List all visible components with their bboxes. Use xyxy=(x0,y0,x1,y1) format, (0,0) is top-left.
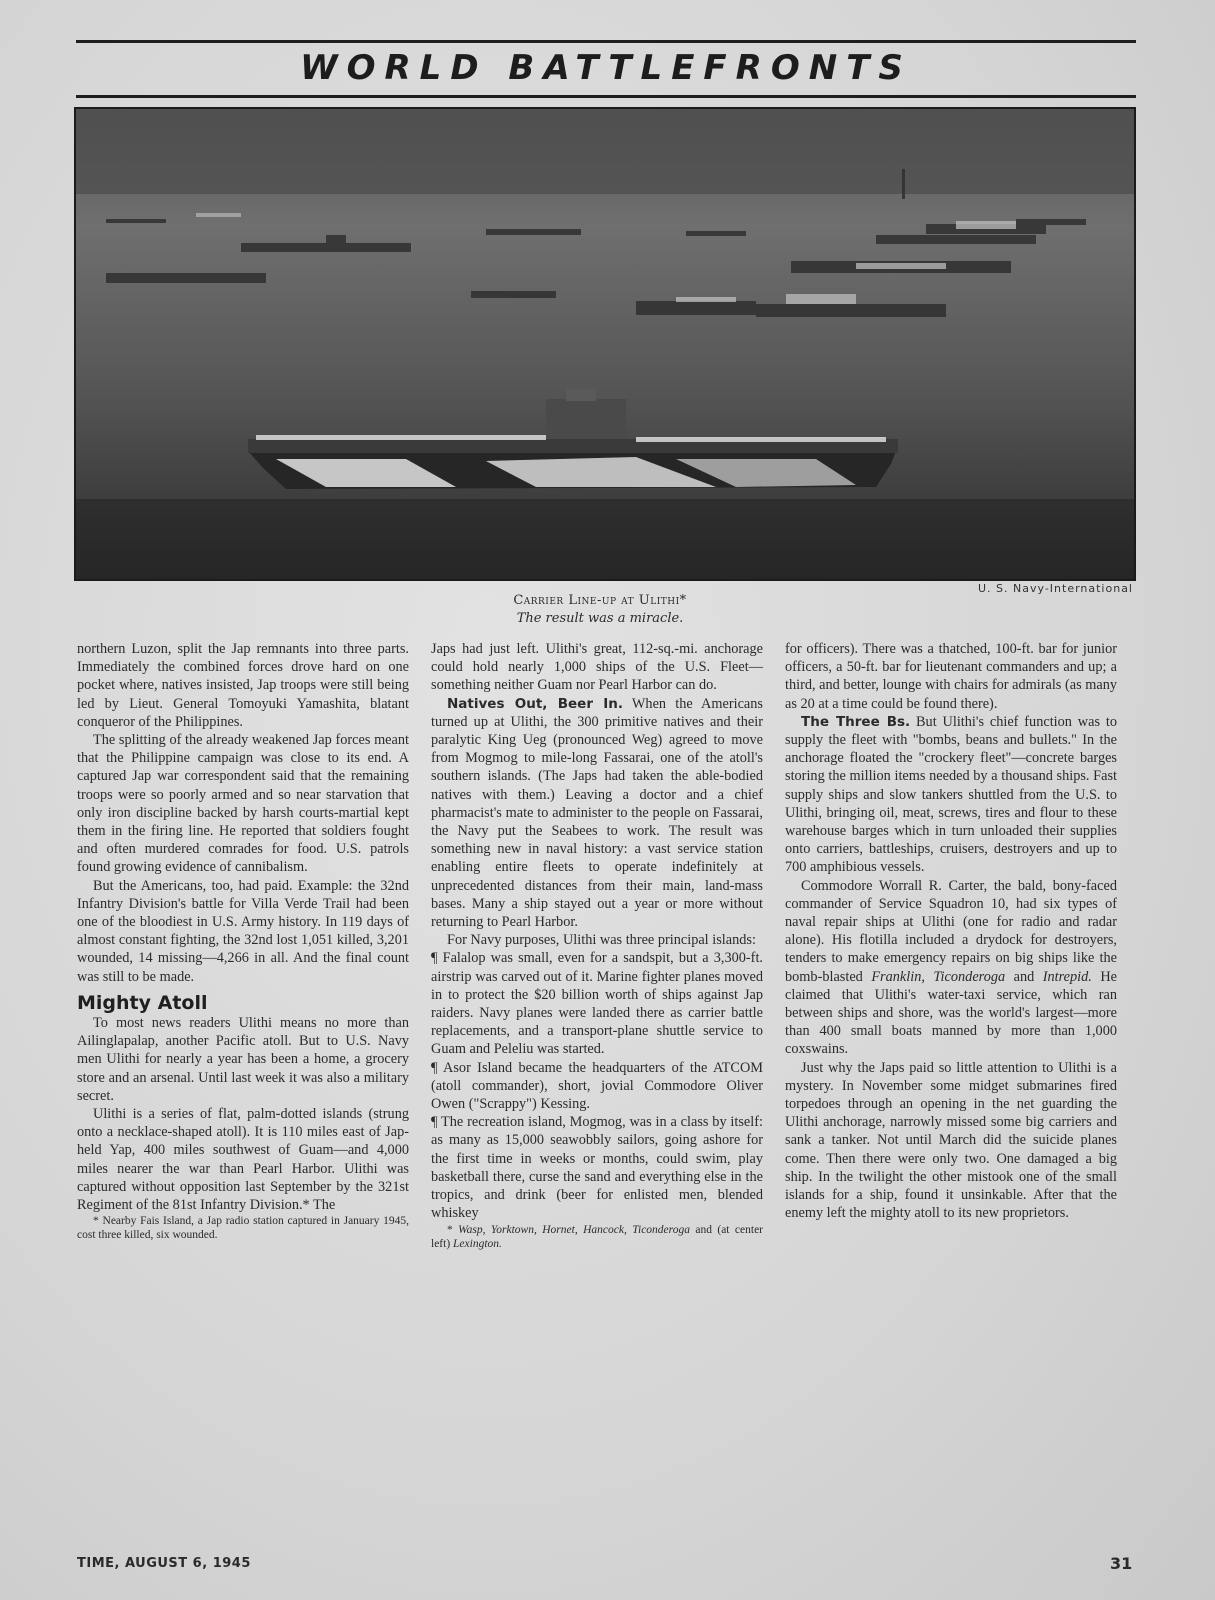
section-title: WORLD BATTLEFRONTS xyxy=(300,48,912,88)
paragraph: To most news readers Ulithi means no more than Ailinglapalap, another Pacific atoll. But to U.S. Navy men Ulithi for nearly a year has been a home, a grocery store and an arsenal. Until last week it was also a military secret. xyxy=(77,1015,409,1104)
run-in-heading: The Three Bs. xyxy=(801,713,911,730)
paragraph: The splitting of the already weakened Jap forces meant that the Philippine campaign was close to its end. A captured Jap war correspondent said that the remaining troops were so poorly armed and so near starvation that only iron discipline backed by harsh courts-martial kept them in the firing line. He reported that soldiers fought and often murdered comrades for food. U.S. patrols found growing evidence of cannibalism. xyxy=(77,732,409,876)
paragraph xyxy=(785,713,1117,877)
carrier-photo xyxy=(74,107,1136,581)
article-column-3 xyxy=(785,640,1117,1223)
paragraph xyxy=(785,877,1117,1059)
bullet-paragraph: ¶ Falalop was small, even for a sandspit, but a 3,300-ft. airstrip was carved out of it. Marine fighter planes moved in to protect the $20 billion worth of ships against Jap raiders. Navy planes were landed there as carrier battle replacements, and a transport-plane shuttle service to Guam and Peleliu was started. xyxy=(431,950,763,1058)
footnote xyxy=(431,1223,763,1251)
footnote-ship-names: Wasp, Yorktown, Hornet, Hancock, Ticonderoga xyxy=(458,1223,690,1236)
footnote-text: and (at center left) xyxy=(431,1223,763,1250)
article-subheading: Mighty Atoll xyxy=(77,991,208,1014)
paragraph: For Navy purposes, Ulithi was three principal islands: xyxy=(447,932,756,949)
run-in-heading: Natives Out, Beer In. xyxy=(447,695,624,712)
photo-credit: U. S. Navy-International xyxy=(978,582,1133,595)
footnote-ship-name: Lexington. xyxy=(453,1237,502,1250)
magazine-date: TIME, AUGUST 6, 1945 xyxy=(77,1556,251,1571)
article-column-2 xyxy=(431,640,763,1251)
photo-caption xyxy=(300,592,900,628)
paragraph xyxy=(431,695,763,932)
caption-heading: Carrier Line-up at Ulithi* xyxy=(513,593,687,608)
footnote: * Nearby Fais Island, a Jap radio station captured in January 1945, cost three killed, six wounded. xyxy=(77,1215,409,1242)
paragraph-text: and xyxy=(1005,968,1043,985)
ship-name: Intrepid. xyxy=(1042,968,1092,985)
carrier-photo-illustration xyxy=(76,109,1134,579)
paragraph-text: When the Americans turned up at Ulithi, the 300 primitive natives and their paralytic King Ueg (pronounced Weg) agreed to move from Mogmog to mile-long Fassarai, one of the atoll's southern islands. (The Japs had taken the able-bodied natives with them.) Leaving a doctor and a chief pharmacist's mate to administer to the people on Fassarai, the Navy put the Seabees to work. The result was something new in naval history: a vast service station enabling entire fleets to operate indefinitely at unprecedented distances from their main, land-mass bases. Many a ship stayed out a year or more without returning to Pearl Harbor. xyxy=(431,695,763,931)
caption-subtitle: The result was a miracle. xyxy=(516,611,684,626)
paragraph-text: But Ulithi's chief function was to supply the fleet with "bombs, beans and bullets." In the anchorage floated the "crockery fleet"—concrete barges storing the million items needed by a thousand ships. Fast supply ships and slow tankers shuttled from the U.S. to Ulithi, bringing oil, meat, screws, tires and flour to these warehouse barges which in turn unloaded their supplies onto carriers, battleships, cruisers, destroyers and up to 700 amphibious vessels. xyxy=(785,713,1117,876)
paragraph: for officers). There was a thatched, 100-ft. bar for junior officers, a 50-ft. bar for lieutenant commanders and up; a third, and better, lounge with chairs for admirals (as many as 20 at a time could be found there). xyxy=(785,641,1117,712)
page-number: 31 xyxy=(1110,1554,1133,1573)
bullet-paragraph: ¶ The recreation island, Mogmog, was in a class by itself: as many as 15,000 seawobbly sailors, going ashore for the first time in weeks or months, could swim, play basketball there, curse the sand and everything else in the tropics, and drink (beer for enlisted men, blended whiskey xyxy=(431,1114,763,1222)
paragraph: Japs had just left. Ulithi's great, 112-sq.-mi. anchorage could hold nearly 1,000 ships of the U.S. Fleet—something neither Guam nor Pearl Harbor can do. xyxy=(431,641,763,694)
footnote-marker: * xyxy=(447,1223,459,1236)
article-column-1 xyxy=(77,640,409,1242)
paragraph: But the Americans, too, had paid. Example: the 32nd Infantry Division's battle for Villa Verde Trail had been one of the bloodiest in U.S. Army history. In 119 days of almost constant fighting, the 32nd lost 1,051 killed, 3,201 wounded, 14 missing—4,266 in all. And the final count was still to be made. xyxy=(77,877,409,985)
paragraph-text: He claimed that Ulithi's water-taxi service, which ran between ships and shore, was the world's largest—more than 400 small boats manned by more than 1,000 coxswains. xyxy=(785,968,1118,1058)
paragraph: Ulithi is a series of flat, palm-dotted islands (strung onto a necklace-shaped atoll). It is 110 miles east of Jap-held Yap, 400 miles southwest of Guam—and 4,000 miles nearer the war than Pearl Harbor. Ulithi was captured without opposition last September by the 321st Regiment of the 81st Infantry Division.* The xyxy=(77,1106,409,1214)
paragraph: northern Luzon, split the Jap remnants into three parts. Immediately the combined forces drove hard on one pocket where, natives insisted, Jap troops were still being led by Lieut. General Tomoyuki Yamashita, blatant conqueror of the Philippines. xyxy=(77,641,409,730)
paragraph: Just why the Japs paid so little attention to Ulithi is a mystery. In November some midget submarines fired torpedoes through an opening in the net guarding the Ulithi anchorage, narrowly missed some big carriers and sank a tanker. Not until March did the suicide planes come. Then there were only two. One damaged a big ship. In the twilight the other mistook one of the small islands for a ship, found it unsinkable. After that the enemy left the mighty atoll to its new proprietors. xyxy=(785,1059,1117,1222)
bullet-paragraph: ¶ Asor Island became the headquarters of the ATCOM (atoll commander), short, jovial Commodore Oliver Owen ("Scrappy") Kessing. xyxy=(431,1059,763,1113)
top-rule xyxy=(76,40,1136,43)
header-rule xyxy=(76,95,1136,98)
ship-names: Franklin, Ticonderoga xyxy=(871,968,1006,985)
paragraph-text: Commodore Worrall R. Carter, the bald, bony-faced commander of Service Squadron 10, had six types of naval repair ships at Ulithi (one for radio and radar alone). His flotilla included a drydock for destroyers, tenders to make emergency repairs on big ships like the bomb-blasted xyxy=(785,877,1117,985)
